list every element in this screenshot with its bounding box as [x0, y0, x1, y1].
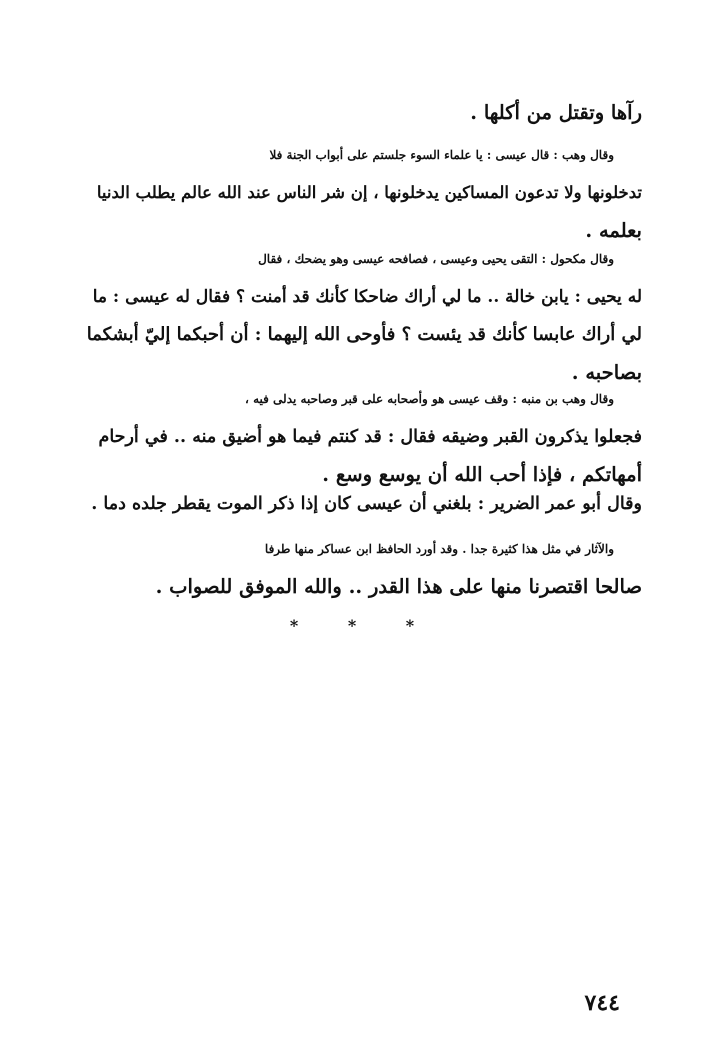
paragraph-4 [86, 380, 642, 494]
text-line: بصاحبه . [571, 361, 642, 384]
text-line: لي أراك عابسا كأنك قد يئست ؟ فأوحى الله إليهما : أن أحبكما إليّ أبشكما [86, 324, 642, 345]
text-line: وقال أبو عمر الضرير : بلغني أن عيسى كان إذا ذكر الموت يقطر جلده دما . [91, 494, 642, 514]
text-line: وقال وهب : قال عيسى : يا علماء السوء جلستم على أبواب الجنة فلا [269, 148, 614, 162]
paragraph-3 [86, 240, 642, 392]
text-line: رآها وتقتل من أكلها . [470, 101, 642, 124]
text-line: وقال مكحول : التقى يحيى وعيسى ، فصافحه عيسى وهو يضحك ، فقال [258, 252, 614, 266]
paragraph-2 [86, 136, 642, 250]
text-line: والآثار في مثل هذا كثيرة جدا . وقد أورد الحافظ ابن عساكر منها طرفا [264, 542, 614, 556]
text-line: فجعلوا يذكرون القبر وضيقه فقال : قد كنتم فيما هو أضيق منه .. في أرحام [98, 427, 642, 447]
text-line: أمهاتكم ، فإذا أحب الله أن يوسع وسع . [322, 463, 642, 486]
section-separator: * * * [289, 616, 437, 635]
text-line: بعلمه . [585, 219, 642, 242]
paragraph-6 [86, 530, 642, 606]
text-line: تدخلونها ولا تدعون المساكين يدخلونها ، إن شر الناس عند الله عالم يطلب الدنيا [96, 183, 642, 202]
paragraph-1 [86, 94, 642, 132]
paragraph-5 [86, 485, 642, 523]
text-line: وقال وهب بن منبه : وقف عيسى هو وأصحابه على قبر وصاحبه يدلى فيه ، [245, 392, 614, 406]
text-line: صالحا اقتصرنا منها على هذا القدر .. والله الموفق للصواب . [155, 575, 642, 598]
page-number: ٧٤٤ [584, 990, 620, 1016]
text-line: له يحيى : يابن خالة .. ما لي أراك ضاحكا كأنك قد أمنت ؟ فقال له عيسى : ما [92, 287, 642, 307]
